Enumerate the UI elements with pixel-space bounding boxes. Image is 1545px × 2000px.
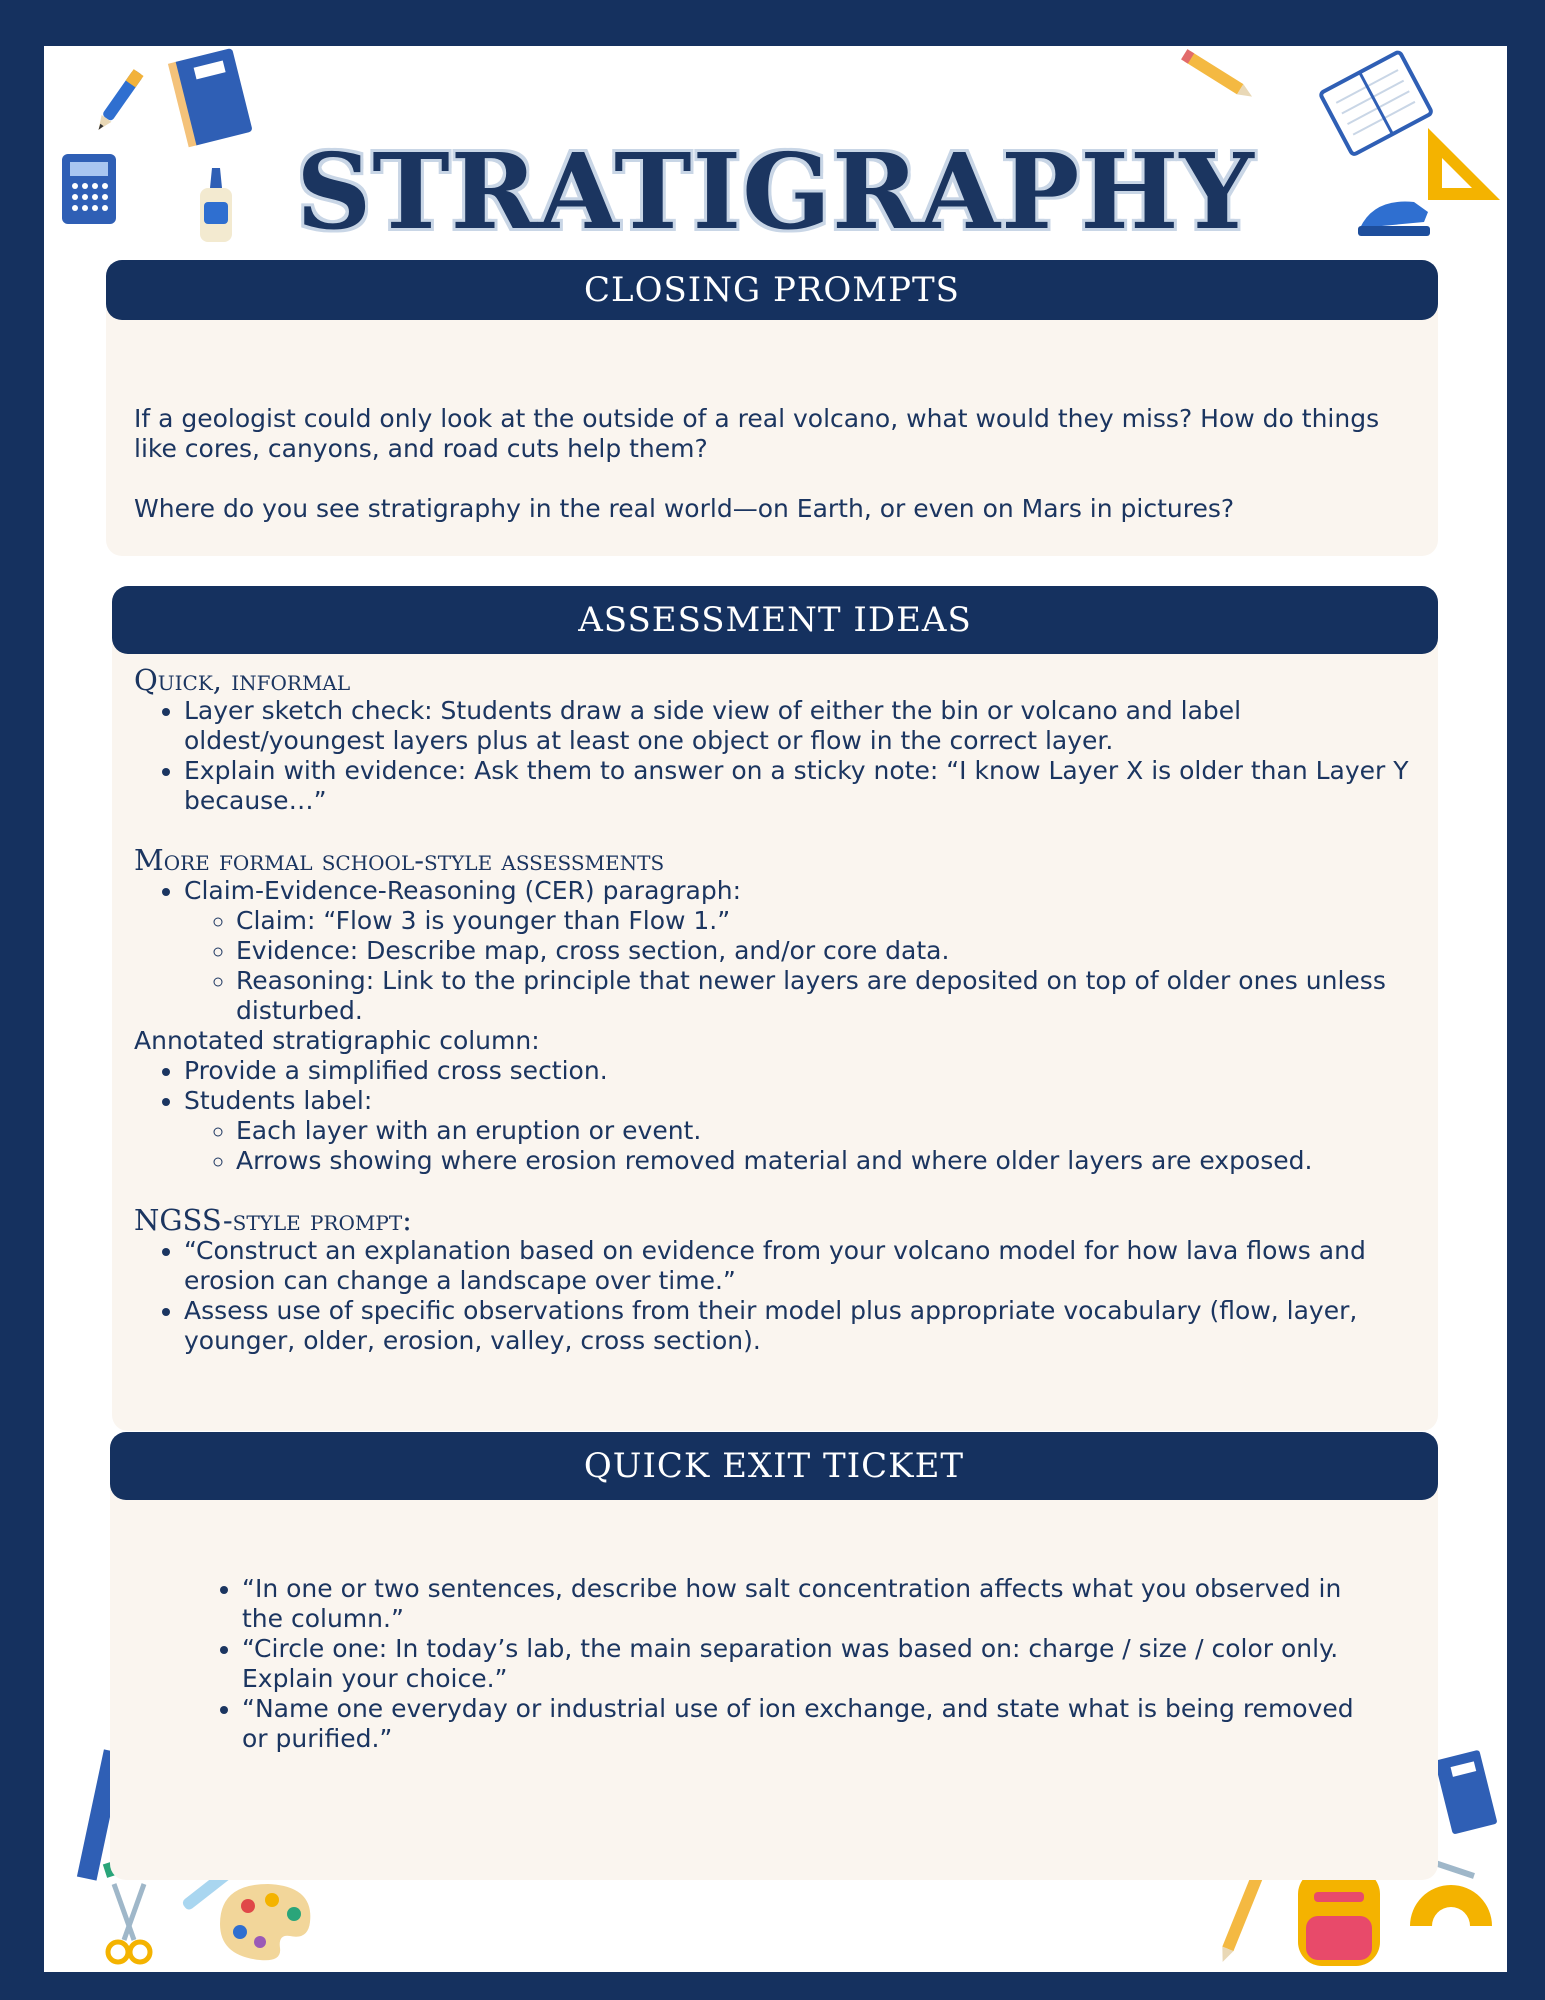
list-item: • Explain with evidence: Ask them to answer on a sticky note: “I know Layer X is older than Layer Y because…” [184, 756, 1424, 816]
quick-informal-heading: Quick, informal [134, 663, 351, 697]
list-item: • “Name one everyday or industrial use of ion exchange, and state what is being removed or purified.” [242, 1694, 1382, 1754]
list-item: • “Construct an explanation based on evidence from your volcano model for how lava flows and erosion can change a landscape over time.” [184, 1236, 1424, 1296]
exit-ticket-list [208, 1574, 1382, 1754]
exit-ticket-title: QUICK EXIT TICKET [583, 1446, 965, 1486]
list-item: ◦ Claim: “Flow 3 is younger than Flow 1.” [236, 906, 1424, 936]
exit-ticket-header [110, 1432, 1438, 1500]
cer-item-label: Claim-Evidence-Reasoning (CER) paragraph: [184, 876, 742, 905]
list-item: ◦ Each layer with an eruption or event. [236, 1116, 1424, 1146]
formal-assessments-heading: More formal school-style assessments [134, 843, 665, 877]
students-label-sublist [184, 1116, 1424, 1176]
formal-assessments-list [134, 876, 1424, 1026]
list-item: • Provide a simplified cross section. [184, 1056, 1424, 1086]
page [44, 46, 1507, 1972]
annotated-column-list [134, 1056, 1424, 1176]
paint-palette-icon [210, 1876, 320, 1966]
list-item: • Assess use of specific observations from their model plus appropriate vocabulary (flow, layer, younger, older, erosion, valley, cross section). [184, 1296, 1424, 1356]
protractor-icon [1406, 1872, 1496, 1932]
ngss-list [134, 1236, 1424, 1356]
list-item [184, 1086, 1424, 1176]
list-item: • Layer sketch check: Students draw a side view of either the bin or volcano and label oldest/youngest layers plus at least one object or flow in the correct layer. [184, 696, 1424, 756]
closing-prompt-2: Where do you see stratigraphy in the real world—on Earth, or even on Mars in pictures? [134, 494, 1235, 523]
page-title: STRATIGRAPHY [296, 130, 1255, 253]
students-label-item: Students label: [184, 1086, 373, 1115]
closing-prompts-title: CLOSING PROMPTS [584, 270, 960, 310]
list-item: • “In one or two sentences, describe how salt concentration affects what you observed in the column.” [242, 1574, 1382, 1634]
list-item: ◦ Arrows showing where erosion removed material and where older layers are exposed. [236, 1146, 1424, 1176]
list-item: ◦ Evidence: Describe map, cross section, and/or core data. [236, 936, 1424, 966]
cer-sublist [184, 906, 1424, 1026]
pencil-icon [1174, 46, 1264, 106]
list-item: • “Circle one: In today’s lab, the main separation was based on: charge / size / color only. Explain your choice.” [242, 1634, 1382, 1694]
list-item: ◦ Reasoning: Link to the principle that newer layers are deposited on top of older ones unless disturbed. [236, 966, 1424, 1026]
assessment-ideas-title: ASSESSMENT IDEAS [578, 600, 972, 640]
quick-informal-list [134, 696, 1424, 816]
exit-ticket-panel [110, 1450, 1438, 1880]
scissors-icon [94, 1878, 164, 1968]
assessment-content [134, 664, 1424, 1356]
assessment-ideas-header [112, 586, 1438, 654]
annotated-column-line: Annotated stratigraphic column: [134, 1026, 540, 1055]
closing-prompts-header [106, 260, 1438, 320]
ngss-heading: NGSS-style prompt: [134, 1203, 412, 1237]
closing-prompt-1: If a geologist could only look at the outside of a real volcano, what would they miss? How do things like cores, canyons, and road cuts help them? [134, 404, 1380, 463]
list-item [184, 876, 1424, 1026]
